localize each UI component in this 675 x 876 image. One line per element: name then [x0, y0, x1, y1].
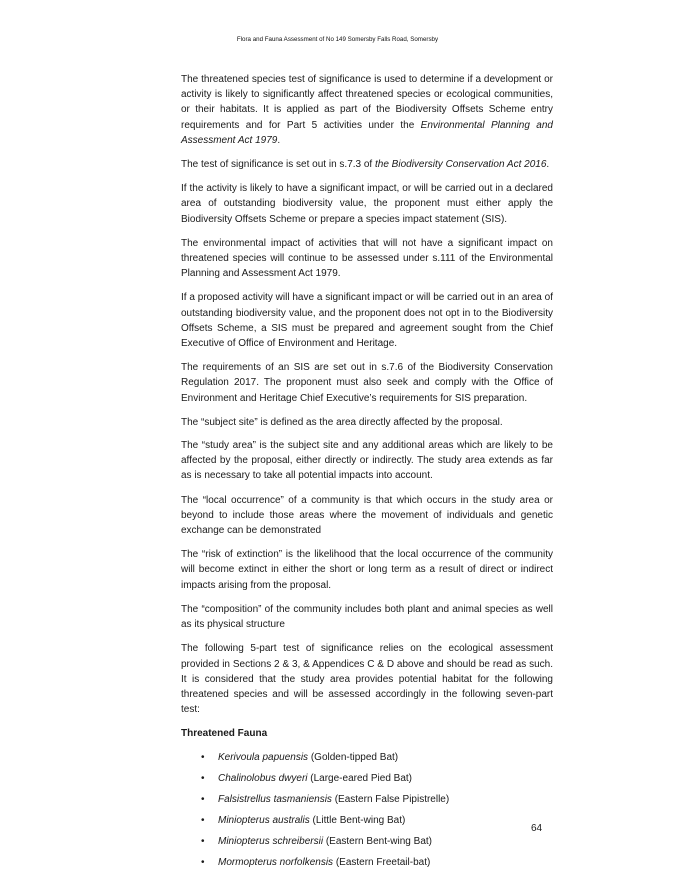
paragraph-local-occurrence: The “local occurrence” of a community is that which occurs in the study area or beyond to include those areas where the movement of individuals and genetic exchange can be demonstrated	[181, 494, 553, 537]
bullet-icon: •	[201, 793, 205, 805]
paragraph-risk-of-extinction: The “risk of extinction” is the likelihood that the local occurrence of the community will become extinct in either the short or long term as a result of direct or indirect impacts arising from the proposal.	[181, 549, 553, 591]
common-name: (Golden-tipped Bat)	[308, 751, 399, 763]
paragraph-composition: The “composition” of the community includes both plant and animal species as well as its physical structure	[181, 603, 553, 631]
list-item	[181, 750, 553, 771]
paragraph-test-purpose	[181, 72, 553, 148]
scientific-name: Mormopterus norfolkensis	[218, 856, 334, 868]
common-name: (Little Bent-wing Bat)	[309, 814, 406, 826]
paragraph-no-significant-impact: The environmental impact of activities that will not have a significant impact on threatened species will continue to be assessed under s.111 of the Environmental Planning and Assessment Act 1979.	[181, 237, 553, 280]
bullet-icon: •	[201, 856, 205, 868]
act-title: Environmental Planning and Assessment Act 1979	[181, 119, 553, 146]
paragraph-text: .	[277, 134, 281, 146]
running-header: Flora and Fauna Assessment of No 149 Somersby Falls Road, Somersby	[236, 36, 439, 43]
paragraph-five-part-test: The following 5-part test of significance relies on the ecological assessment provided in Sections 2 & 3, & Appendices C & D above and should be read as such. It is considered that the study area provides potential habitat for the following threatened species and will be assessed accordingly in the following seven-part test:	[181, 643, 553, 716]
list-item	[181, 813, 553, 834]
paragraph-text: The test of significance is set out in s.7.3 of	[181, 159, 375, 171]
scientific-name: Kerivoula papuensis	[218, 751, 309, 763]
paragraph-text: .	[546, 159, 550, 171]
section-heading-threatened-fauna: Threatened Fauna	[181, 728, 268, 740]
common-name: (Eastern False Pipistrelle)	[331, 793, 450, 805]
scientific-name: Miniopterus schreibersii	[218, 835, 324, 847]
common-name: (Large-eared Pied Bat)	[307, 772, 413, 784]
act-title: the Biodiversity Conservation Act 2016	[375, 159, 547, 171]
paragraph-sis-requirements: The requirements of an SIS are set out in s.7.6 of the Biodiversity Conservation Regulation 2017. The proponent must also seek and comply with the Office of Environment and Heritage Chief Executive’s requirements for SIS preparation.	[181, 362, 553, 404]
paragraph-significant-impact: If the activity is likely to have a significant impact, or will be carried out in a declared area of outstanding biodiversity value, the proponent must either apply the Biodiversity Offsets Scheme or prepare a species impact statement (SIS).	[181, 183, 553, 225]
scientific-name: Miniopterus australis	[218, 814, 310, 826]
scientific-name: Falsistrellus tasmaniensis	[218, 793, 332, 805]
document-body	[181, 72, 553, 876]
list-item	[181, 834, 553, 855]
paragraph-text: The threatened species test of significance is used to determine if a development or activity is likely to significantly affect threatened species or ecological communities, or their habitats. It is applied as part of the Biodiversity Offsets Scheme entry requirements and for Part 5 activities under the	[181, 74, 553, 131]
paragraph-test-location	[181, 157, 553, 172]
paragraph-sis-required: If a proposed activity will have a significant impact or will be carried out in an area of outstanding biodiversity value, and the proponent does not opt in to the Biodiversity Offsets Scheme, a SIS must be prepared and agreement sought from the Chief Executive of Office of Environment and Heritage.	[181, 292, 553, 350]
common-name: (Eastern Bent-wing Bat)	[323, 835, 432, 847]
common-name: (Eastern Freetail-bat)	[333, 856, 431, 868]
paragraph-subject-site: The “subject site” is defined as the area directly affected by the proposal.	[181, 416, 503, 428]
threatened-fauna-list	[181, 750, 553, 876]
bullet-icon: •	[201, 772, 205, 784]
list-item	[181, 792, 553, 813]
bullet-icon: •	[201, 835, 205, 847]
list-item	[181, 771, 553, 792]
page-number: 64	[531, 823, 543, 834]
paragraph-study-area: The “study area” is the subject site and any additional areas which are likely to be affected by the proposal, either directly or indirectly. The study area extends as far as is necessary to take all potential impacts into account.	[181, 440, 553, 482]
scientific-name: Chalinolobus dwyeri	[218, 772, 308, 784]
bullet-icon: •	[201, 751, 205, 763]
list-item	[181, 855, 553, 876]
bullet-icon: •	[201, 814, 205, 826]
